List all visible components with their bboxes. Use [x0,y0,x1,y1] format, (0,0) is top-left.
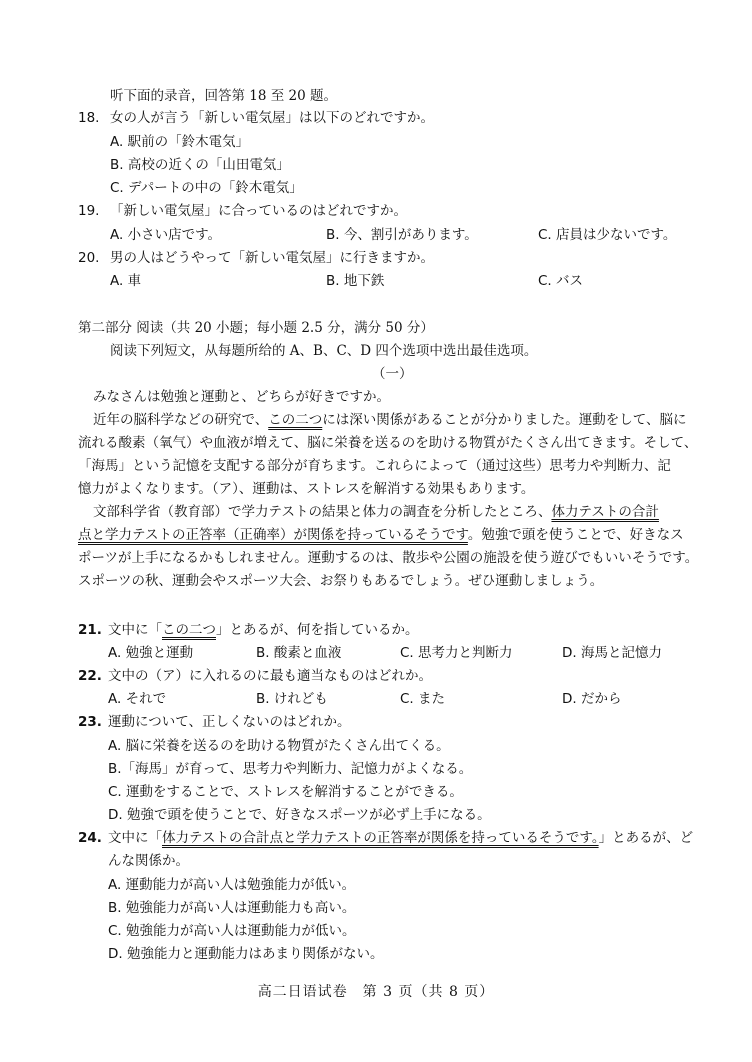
question-text: 女の人が言う「新しい電気屋」は以下のどれですか。 [110,110,434,126]
passage-line [78,525,684,545]
option-d: D. だから [562,691,622,707]
passage-line [93,410,686,430]
option-b: B. 勉強能力が高い人は運動能力も高い。 [108,900,356,916]
option-d: D. 海馬と記憶力 [562,645,662,661]
option-b: B.「海馬」が育って、思考力や判断力、記憶力がよくなる。 [108,761,473,777]
option-c: C. また [400,691,446,707]
option-d: D. 勉強能力と運動能力はあまり関係がない。 [108,946,384,962]
option-b: B. 高校の近くの「山田電気」 [110,157,290,173]
question-number: 21. [78,622,102,638]
option-b: B. 酸素と血液 [256,645,342,661]
passage-number: （一） [372,366,413,382]
option-a: A. 勉強と運動 [108,645,194,661]
question-number: 19. [78,203,100,219]
question-number: 22. [78,668,102,684]
page-footer: 高二日语试卷 第 3 页（共 8 页） [257,984,495,1000]
option-b: B. 今、割引があります。 [326,227,478,243]
option-c: C. デパートの中の「鈴木電気」 [110,180,303,196]
question-number: 23. [78,714,102,730]
passage-paragraph-1: みなさんは勉強と運動と、どちらが好きですか。 [93,389,390,405]
option-a: A. 小さい店です。 [110,227,222,243]
passage-text: 。勉強で頭を使うことで、好きなス [467,527,684,543]
question-number: 18. [78,110,100,126]
passage-line: 「海馬」という記憶を支配する部分が育ちます。これらによって（通过这些）思考力や判断力、記 [78,458,671,474]
option-c: C. 店員は少ないです。 [538,227,677,243]
option-c: C. 勉強能力が高い人は運動能力が低い。 [108,923,356,939]
question-text: 文中の（ア）に入れるのに最も適当なものはどれか。 [108,668,432,684]
question-text-part: 文中に「 [108,622,162,638]
option-c: C. 思考力と判断力 [400,645,513,661]
option-b: B. 地下鉄 [326,273,385,289]
underlined-phrase: この二つ [162,622,216,638]
question-text: 「新しい電気屋」に合っているのはどれですか。 [110,203,407,219]
option-c: C. 運動をすることで、ストレスを解消することができる。 [108,784,463,800]
question-text: んな関係か。 [108,853,189,869]
option-c: C. バス [538,273,584,289]
section-instruction: 阅读下列短文，从每题所给的 A、B、C、D 四个选项中选出最佳选项。 [110,343,538,359]
option-b: B. けれども [256,691,328,707]
passage-text: には深い関係があることが分かりました。運動をして、脳に [322,412,687,428]
passage-line: スポーツの秋、運動会やスポーツ大会、お祭りもあるでしょう。ぜひ運動しましょう。 [78,573,604,589]
underlined-phrase: この二つ [268,412,323,428]
passage-line: 憶力がよくなります。（ア）、運動は、ストレスを解消する効果もあります。 [78,481,535,497]
question-text-part: 」とあるが、何を指しているか。 [216,622,419,638]
underlined-phrase: 点と学力テストの正答率（正确率）が関係を持っているそうです [78,527,468,543]
passage-line: 流れる酸素（氧气）や血液が増えて、脳に栄養を送るのを助ける物質がたくさん出てきます。そして、 [78,435,698,451]
question-text-part: 文中に「 [108,830,162,846]
passage-line: ポーツが上手になるかもしれません。運動するのは、散歩や公園の施設を使う遊びでもいいそうです。 [78,550,699,566]
underlined-phrase: 体力テストの合計 [551,504,659,520]
underlined-phrase: 体力テストの合計点と学力テストの正答率が関係を持っているそうです。 [162,830,599,846]
option-a: A. 車 [110,273,142,289]
option-a: A. 駅前の「鈴木電気」 [110,134,250,150]
question-text [108,828,693,848]
question-number: 20. [78,250,100,266]
listening-intro: 听下面的录音，回答第 18 至 20 题。 [110,88,338,104]
question-number: 24. [78,830,102,846]
question-text: 男の人はどうやって「新しい電気屋」に行きますか。 [110,250,434,266]
section-title: 第二部分 阅读（共 20 小题；每小题 2.5 分，满分 50 分） [78,320,434,336]
option-a: A. 脳に栄養を送るのを助ける物質がたくさん出てくる。 [108,738,450,754]
question-text: 運動について、正しくないのはどれか。 [108,714,351,730]
option-d: D. 勉強で頭を使うことで、好きなスポーツが必ず上手になる。 [108,807,491,823]
option-a: A. それで [108,691,167,707]
passage-line [93,502,659,522]
option-a: A. 運動能力が高い人は勉強能力が低い。 [108,877,356,893]
passage-text: 近年の脳科学などの研究で、 [93,412,269,428]
question-text [108,620,419,640]
question-text-part: 」とあるが、ど [598,830,694,846]
passage-text: 文部科学省（教育部）で学力テストの結果と体力の調査を分析したところ、 [93,504,552,520]
